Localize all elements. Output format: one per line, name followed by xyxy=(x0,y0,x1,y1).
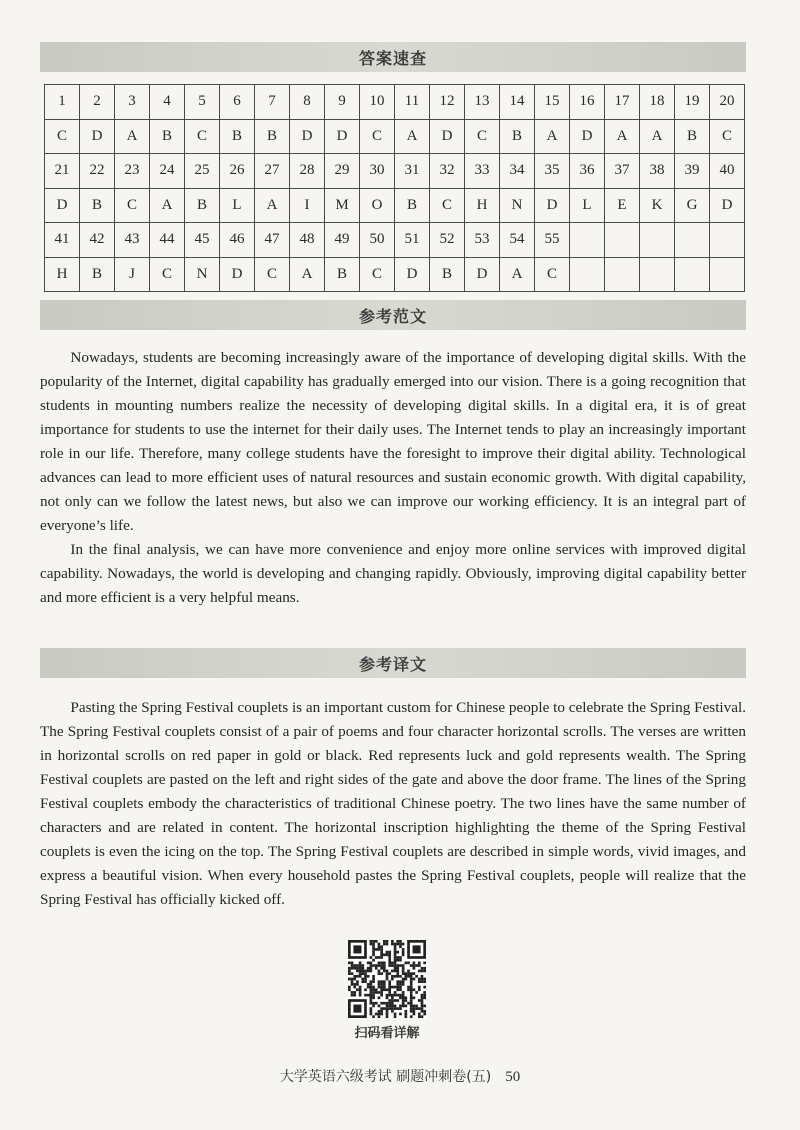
question-number-cell: 50 xyxy=(360,223,395,258)
answer-cell: B xyxy=(185,188,220,223)
answer-cell: N xyxy=(185,257,220,292)
answer-cell: D xyxy=(535,188,570,223)
answer-cell: C xyxy=(185,119,220,154)
answer-cell: H xyxy=(45,257,80,292)
answer-cell: C xyxy=(430,188,465,223)
answer-cell: B xyxy=(675,119,710,154)
answer-cell: H xyxy=(465,188,500,223)
answer-cell: K xyxy=(640,188,675,223)
question-number-cell: 32 xyxy=(430,154,465,189)
question-number-cell xyxy=(605,223,640,258)
question-number-cell: 33 xyxy=(465,154,500,189)
answer-cell: B xyxy=(395,188,430,223)
question-number-cell: 3 xyxy=(115,85,150,120)
answer-row xyxy=(45,119,745,154)
translation-section-header xyxy=(40,648,746,678)
question-number-cell: 26 xyxy=(220,154,255,189)
answer-cell: C xyxy=(360,119,395,154)
essay-section-title: 参考范文 xyxy=(358,306,427,326)
answer-cell: D xyxy=(290,119,325,154)
answer-cell: A xyxy=(255,188,290,223)
question-number-cell: 14 xyxy=(500,85,535,120)
answer-cell: C xyxy=(45,119,80,154)
question-number-cell: 53 xyxy=(465,223,500,258)
question-number-cell: 25 xyxy=(185,154,220,189)
answer-cell: J xyxy=(115,257,150,292)
answer-cell: C xyxy=(710,119,745,154)
question-number-cell: 31 xyxy=(395,154,430,189)
question-number-cell: 20 xyxy=(710,85,745,120)
answer-cell: A xyxy=(395,119,430,154)
question-number-cell: 37 xyxy=(605,154,640,189)
question-number-cell: 28 xyxy=(290,154,325,189)
question-number-cell: 52 xyxy=(430,223,465,258)
question-number-cell: 51 xyxy=(395,223,430,258)
question-number-row xyxy=(45,85,745,120)
question-number-cell: 55 xyxy=(535,223,570,258)
answer-cell: B xyxy=(150,119,185,154)
answer-cell: B xyxy=(500,119,535,154)
answer-cell: O xyxy=(360,188,395,223)
question-number-cell xyxy=(640,223,675,258)
question-number-cell: 7 xyxy=(255,85,290,120)
answer-cell: D xyxy=(570,119,605,154)
qr-caption: 扫码看详解 xyxy=(354,1026,420,1041)
answer-cell: A xyxy=(640,119,675,154)
question-number-cell: 24 xyxy=(150,154,185,189)
answer-cell xyxy=(605,257,640,292)
question-number-cell: 4 xyxy=(150,85,185,120)
question-number-cell: 34 xyxy=(500,154,535,189)
sample-essay xyxy=(40,346,746,610)
question-number-cell: 41 xyxy=(45,223,80,258)
answers-section-title: 答案速查 xyxy=(358,48,427,68)
answer-cell: C xyxy=(255,257,290,292)
question-number-cell: 48 xyxy=(290,223,325,258)
answer-cell: C xyxy=(150,257,185,292)
question-number-cell: 29 xyxy=(325,154,360,189)
question-number-cell: 54 xyxy=(500,223,535,258)
answer-cell xyxy=(710,257,745,292)
question-number-cell: 10 xyxy=(360,85,395,120)
question-number-cell: 15 xyxy=(535,85,570,120)
question-number-cell: 8 xyxy=(290,85,325,120)
answer-cell: C xyxy=(535,257,570,292)
question-number-row xyxy=(45,223,745,258)
answer-cell: C xyxy=(465,119,500,154)
answer-cell: D xyxy=(430,119,465,154)
answers-section-header xyxy=(40,42,746,72)
answer-cell: D xyxy=(220,257,255,292)
question-number-cell xyxy=(710,223,745,258)
question-number-cell: 39 xyxy=(675,154,710,189)
footer-title: 大学英语六级考试 刷题冲刺卷(五) xyxy=(279,1069,492,1085)
page-number: 50 xyxy=(505,1069,521,1085)
answer-cell: D xyxy=(45,188,80,223)
question-number-cell: 42 xyxy=(80,223,115,258)
answer-cell: D xyxy=(325,119,360,154)
answer-cell: D xyxy=(710,188,745,223)
question-number-cell: 22 xyxy=(80,154,115,189)
answer-cell: B xyxy=(220,119,255,154)
answer-cell: C xyxy=(360,257,395,292)
question-number-cell: 40 xyxy=(710,154,745,189)
question-number-cell: 27 xyxy=(255,154,290,189)
answer-cell: A xyxy=(535,119,570,154)
question-number-cell: 21 xyxy=(45,154,80,189)
answer-cell: A xyxy=(150,188,185,223)
question-number-cell: 13 xyxy=(465,85,500,120)
answer-cell xyxy=(570,257,605,292)
question-number-cell: 36 xyxy=(570,154,605,189)
answer-cell: G xyxy=(675,188,710,223)
translation-section-title: 参考译文 xyxy=(358,654,427,674)
question-number-cell: 11 xyxy=(395,85,430,120)
answer-row xyxy=(45,188,745,223)
qr-code-icon[interactable] xyxy=(348,940,426,1018)
answer-cell: A xyxy=(500,257,535,292)
translation-paragraph: Pasting the Spring Festival couplets is an important custom for Chinese people to celebrate the Spring Festival. The Spring Festival couplets consist of a pair of poems and four character horizontal scrolls. The verses are written in horizontal scrolls on red paper in gold or black. Red represents luck and gold represents wealth. The Spring Festival couplets are pasted on the left and right sides of the gate and above the door frame. The lines of the Spring Festival couplets embody the characteristics of traditional Chinese poetry. The two lines have the same number of characters and are related in content. The horizontal inscription highlighting the theme of the Spring Festival couplets is even the icing on the top. The Spring Festival couplets are described in simple words, vivid images, and express a beautiful vision. When every household pastes the Spring Festival couplets, people will realize that the Spring Festival has officially kicked off. xyxy=(40,699,746,908)
answer-cell: A xyxy=(290,257,325,292)
answer-cell xyxy=(640,257,675,292)
sample-translation xyxy=(40,696,746,912)
question-number-cell: 30 xyxy=(360,154,395,189)
question-number-cell: 18 xyxy=(640,85,675,120)
question-number-cell: 17 xyxy=(605,85,640,120)
page-footer xyxy=(0,1066,800,1086)
question-number-cell xyxy=(675,223,710,258)
question-number-cell: 44 xyxy=(150,223,185,258)
answer-cell: B xyxy=(430,257,465,292)
question-number-cell: 49 xyxy=(325,223,360,258)
question-number-cell: 47 xyxy=(255,223,290,258)
question-number-cell: 43 xyxy=(115,223,150,258)
answer-cell: B xyxy=(255,119,290,154)
question-number-cell: 46 xyxy=(220,223,255,258)
answer-cell: L xyxy=(570,188,605,223)
answer-cell: D xyxy=(80,119,115,154)
answer-cell: D xyxy=(395,257,430,292)
question-number-cell: 19 xyxy=(675,85,710,120)
question-number-cell: 1 xyxy=(45,85,80,120)
question-number-row xyxy=(45,154,745,189)
answer-cell: E xyxy=(605,188,640,223)
question-number-cell: 45 xyxy=(185,223,220,258)
answer-cell: A xyxy=(115,119,150,154)
question-number-cell: 9 xyxy=(325,85,360,120)
question-number-cell: 12 xyxy=(430,85,465,120)
answer-cell: D xyxy=(465,257,500,292)
essay-section-header xyxy=(40,300,746,330)
answer-cell: L xyxy=(220,188,255,223)
answer-row xyxy=(45,257,745,292)
essay-paragraph: In the final analysis, we can have more convenience and enjoy more online services with improved digital capability. Nowadays, the world is developing and changing rapidly. Obviously, improving digital capability better and more efficient is a very helpful means. xyxy=(40,541,746,606)
answer-table xyxy=(44,84,745,292)
answer-cell: A xyxy=(605,119,640,154)
answer-cell xyxy=(675,257,710,292)
essay-paragraph: Nowadays, students are becoming increasingly aware of the importance of developing digital skills. With the popularity of the Internet, digital capability has gradually emerged into our vision. There is a going recognition that students in mounting numbers realize the necessity of developing digital skills. In a digital era, it is of great importance for students to use the internet for their daily uses. The Internet tends to play an increasingly important role in our life. Therefore, many college students have the foresight to improve their digital ability. Technological advances can lead to more efficient uses of natural resources and sustain economic growth. With digital capability, not only can we follow the latest news, but also we can improve our working efficiency. It is an integral part of everyone’s life. xyxy=(40,349,746,534)
answer-cell: B xyxy=(80,257,115,292)
question-number-cell: 38 xyxy=(640,154,675,189)
answer-cell: M xyxy=(325,188,360,223)
question-number-cell: 16 xyxy=(570,85,605,120)
question-number-cell xyxy=(570,223,605,258)
answer-cell: I xyxy=(290,188,325,223)
answer-cell: B xyxy=(325,257,360,292)
question-number-cell: 23 xyxy=(115,154,150,189)
question-number-cell: 6 xyxy=(220,85,255,120)
answer-cell: B xyxy=(80,188,115,223)
answer-cell: N xyxy=(500,188,535,223)
question-number-cell: 35 xyxy=(535,154,570,189)
question-number-cell: 2 xyxy=(80,85,115,120)
question-number-cell: 5 xyxy=(185,85,220,120)
answer-cell: C xyxy=(115,188,150,223)
